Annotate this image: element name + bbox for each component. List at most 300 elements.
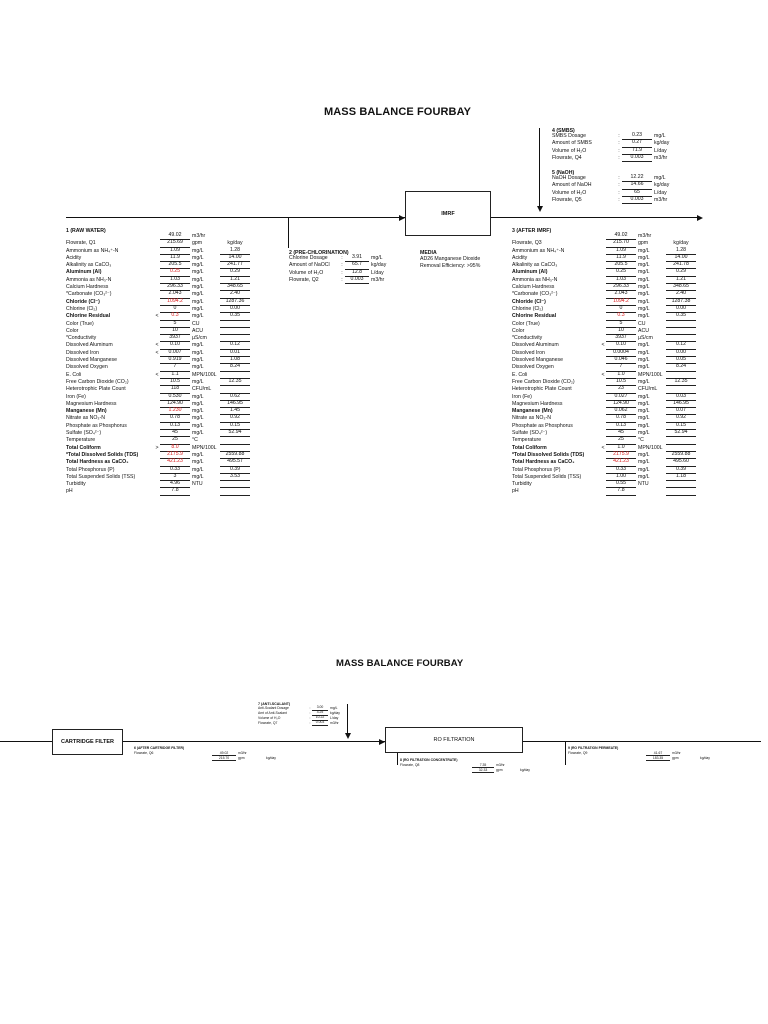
parameter-value: 1.0 [606,444,636,452]
parameter-value: 2.043 [160,290,190,298]
parameter-load: 1.08 [220,356,250,364]
dose-row-value: 0.23 [622,132,652,140]
cartridge-filter-box [52,729,123,755]
after-cartridge-flow-label: Flowrate, Q6 [134,751,154,755]
parameter-load: 3.53 [220,473,250,481]
parameter-load: 1.21 [220,276,250,284]
ro-concentrate-gpm: 32.33 [472,768,494,773]
parameter-load: 0.00 [666,305,696,313]
parameter-unit: mg/L [192,342,204,349]
parameter-value: 25 [606,436,636,444]
parameter-row [512,488,696,495]
dose-row-value: 12.22 [622,174,652,182]
dose-row-label: Amount of NaOCl [289,262,330,269]
parameter-unit: CFU/mL [638,386,658,393]
after-cartridge-flow-unit: m3/hr [238,751,247,755]
ro-permeate-flow-label: Flowrate, Q9 [568,751,588,755]
dose-row-label: Flowrate, Q5 [552,196,582,203]
parameter-label: Acidity [512,254,528,261]
parameter-value: 0.0004 [606,349,636,357]
parameter-label: Calcium Hardness [512,284,555,291]
dose-line-vertical [539,128,540,208]
dose-row-unit: m3/hr [371,276,385,283]
parameter-unit: NTU [192,481,203,488]
ro-permeate-flow-unit: m3/hr [672,751,681,755]
dose-row-unit: L/day [654,147,667,154]
dose-row-separator: : [618,189,620,196]
dose-row-unit: L/day [654,189,667,196]
parameter-label: Total Phosphorus (P) [512,466,561,473]
dose-row-separator: : [618,140,620,147]
parameter-row [66,321,250,328]
parameter-label: Color (True) [66,320,94,327]
parameter-label: Free Carbon Dioxide (CO₂) [66,378,129,385]
parameter-label: Total Coliform [512,444,547,451]
smbs-block [552,133,669,162]
parameter-row [66,313,250,320]
parameter-load: 1.28 [666,247,696,255]
parameter-row [512,233,696,240]
parameter-load: 241.77 [220,261,250,269]
parameter-load [666,444,696,445]
parameter-unit: mg/L [192,357,204,364]
parameter-unit: ACU [192,327,203,334]
antiscalant-header: 7 (ANTI-SCALANT) [258,702,291,706]
dose-row-value: 10.22 [312,715,328,721]
dose-row-unit: mg/L [654,175,666,181]
parameter-label: Chloride (Cl⁻) [66,298,100,305]
dose-row-separator: : [341,269,343,276]
parameter-unit: mg/L [638,393,650,400]
parameter-load: 241.78 [666,261,696,269]
dose-row-value: 65.7 [345,261,369,269]
parameter-load [220,334,250,335]
parameter-label: *Carbonate (CO₃²⁻) [66,291,112,298]
dose-row-separator: : [341,255,343,261]
ro-concentrate-table [400,758,555,773]
parameter-value: 8.0 [160,444,190,452]
after-cartridge-table [134,746,289,761]
parameter-value: 3 [160,473,190,481]
parameter-row [512,321,696,328]
media-line-2: Removal Efficiency: >95% [420,263,481,269]
parameter-unit: mg/L [192,305,204,312]
parameter-value: 0 [606,305,636,313]
parameter-unit: mg/L [638,262,650,269]
parameter-label: Chlorine (Cl₂) [512,305,544,312]
parameter-unit: mg/L [638,466,650,473]
parameter-value: 0.3 [606,312,636,320]
parameter-value: 0.10 [606,341,636,349]
dose-row-value: 12.8 [345,269,369,277]
parameter-load [666,327,696,328]
parameter-label: Sulfate (SO₄²⁻) [512,430,548,437]
parameter-label: Dissolved Iron [512,349,545,356]
parameter-label: Manganese (Mn) [66,408,107,415]
dose-row-separator: : [309,721,311,725]
parameter-value: 10.5 [606,378,636,386]
parameter-unit: mg/L [192,284,204,291]
parameter-load: kg/day [673,240,689,247]
raw-water-header: 1 (RAW WATER) [66,228,106,234]
parameter-unit: mg/L [192,393,204,400]
parameter-load: 2.40 [220,290,250,298]
ro-concentrate-header: 8 (RO FILTRATION CONCENTRATE) [400,758,458,762]
parameter-load: 0.35 [666,312,696,320]
parameter-value: 0.062 [606,407,636,415]
parameter-value: 124.90 [160,400,190,408]
parameter-load: 1.28 [220,247,250,255]
dose-row-unit: mg/L [371,255,383,261]
ro-concentrate-extra-unit: kg/day [520,768,530,772]
parameter-value: 0.919 [160,356,190,364]
parameter-unit: mg/L [638,364,650,371]
parameter-label: E. Coli [66,371,82,378]
parameter-value: 0.78 [160,414,190,422]
parameter-label: Temperature [512,437,542,444]
parameter-label: Flowrate, Q1 [66,240,96,247]
parameter-label: *Total Dissolved Solids (TDS) [512,451,585,458]
parameter-row [66,488,250,495]
parameter-unit: mg/L [192,408,204,415]
parameter-unit: mg/L [192,400,204,407]
parameter-value: 4.96 [160,480,190,488]
parameter-load: 1.45 [220,407,250,415]
parameter-value: 49.02 [160,232,190,240]
parameter-load: 0.39 [666,466,696,474]
ro-filtration-box [385,727,523,753]
parameter-load: 12.35 [220,378,250,386]
parameter-unit: mg/L [638,451,650,458]
parameter-load: 14.00 [666,254,696,262]
dose-row-unit: kg/day [654,140,670,147]
parameter-value: 1.09 [606,247,636,255]
dose-row-label: Flowrate, Q4 [552,154,582,161]
parameter-value: 7 [606,363,636,371]
parameter-unit: mg/L [638,298,650,305]
parameter-label: Total Suspended Solids (TSS) [512,473,582,480]
parameter-label: Dissolved Aluminum [512,342,559,349]
parameter-load: 12.35 [666,378,696,386]
parameter-load: 495.60 [666,458,696,466]
main-flow-line [66,217,698,218]
parameter-value: 5 [160,320,190,328]
parameter-unit: m3/hr [638,233,652,239]
parameter-label: *Conductivity [66,335,97,342]
parameter-label: Magnesium Hardness [66,400,117,407]
ro-permeate-header: 9 (RO FILTRATION PERMEATE) [568,746,619,750]
sheet2-flow-mid [121,741,385,742]
parameter-label: Dissolved Oxygen [512,364,554,371]
dose-row-value: 3.91 [345,254,369,262]
parameter-value: 10 [606,327,636,335]
parameter-load: 52.94 [666,429,696,437]
parameter-value: 0.13 [606,422,636,430]
sheet2-flow-right [521,741,761,742]
parameter-label: Turbidity [66,481,86,488]
after-cartridge-header: 6 (AFTER CARTRIDGE FILTER) [134,746,185,750]
parameter-value: 10.5 [160,378,190,386]
dose-row-value: 14.66 [622,181,652,189]
parameter-unit: mg/L [638,459,650,466]
parameter-load: 1.18 [666,473,696,481]
parameter-label: Chlorine (Cl₂) [66,305,98,312]
parameter-row [512,474,696,481]
parameter-row [512,437,696,444]
smbs-header: 4 (SMBS) [552,128,575,134]
dose-row [289,277,386,284]
dose-row-label: Volume of H₂O [289,269,324,276]
antiscalant-line [347,704,348,734]
dose-row-unit: kg/day [330,711,340,715]
parameter-load [666,487,696,488]
dose-row-value: 0.003 [622,154,652,162]
sheet2-flow-left [0,741,52,742]
dose-row-separator: : [341,276,343,283]
parameter-label: Alkalinity as CaCO₃ [66,262,112,269]
parameter-label: Calcium Hardness [66,284,109,291]
prechlor-block [289,255,386,284]
parameter-label: Color [512,327,525,334]
ro-permeate-gpm-unit: gpm [672,756,679,760]
parameter-load: 0.00 [666,349,696,357]
parameter-qualifier: < [601,342,605,349]
parameter-unit: mg/L [192,254,204,261]
parameter-row [512,379,696,386]
parameter-unit: mg/L [638,357,650,364]
parameter-label: Chloride (Cl⁻) [512,298,546,305]
parameter-label: Total Phosphorus (P) [66,466,115,473]
dose-row-value: 71.9 [622,147,652,155]
parameter-label: Ammonia as NH₃-N [66,276,112,283]
parameter-unit: mg/L [192,313,204,320]
parameter-value: 0.10 [160,341,190,349]
parameter-qualifier: < [155,349,159,356]
dose-row-unit: L/day [371,269,384,276]
parameter-unit: mg/L [638,276,650,283]
dose-row-label: Flowrate, Q2 [289,276,319,283]
parameter-unit: mg/L [638,291,650,298]
dose-row-value: 4.25 [312,710,328,716]
ro-concentrate-flow-unit: m3/hr [496,763,505,767]
ro-permeate-flow-value: 41.67 [646,751,670,756]
ro-concentrate-flow-label: Flowrate, Q8 [400,763,420,767]
parameter-load [220,495,250,496]
parameter-load: 348.65 [666,283,696,291]
media-line-1: AD26 Manganese Dioxide [420,256,481,262]
parameter-qualifier: < [155,371,159,378]
parameter-unit: mg/L [192,247,204,254]
parameter-label: Manganese (Mn) [512,408,553,415]
parameter-load: 2559.88 [220,451,250,459]
parameter-load [220,444,250,445]
parameter-value: 0.55 [606,480,636,488]
parameter-label: Flowrate, Q3 [512,240,542,247]
parameter-label: Turbidity [512,481,532,488]
parameter-label: Ammonium as NH₄⁺-N [66,247,119,254]
dose-row-value: 3.00 [312,705,328,711]
parameter-row [512,364,696,371]
parameter-label: pH [66,488,73,495]
dose-row-label: Flowrate, Q7 [258,721,278,725]
parameter-row [512,313,696,320]
parameter-value: 421.23 [606,458,636,466]
parameter-value: 45 [606,429,636,437]
parameter-label: Ammonia as NH₃-N [512,276,558,283]
parameter-label: Dissolved Aluminum [66,342,113,349]
parameter-unit: mg/L [192,466,204,473]
parameter-value: 23 [606,385,636,393]
parameter-qualifier: < [601,371,605,378]
parameter-value: 1094.2 [606,298,636,306]
parameter-unit: CU [192,320,200,327]
parameter-unit: MPN/100L [192,371,217,378]
parameter-load: 0.39 [220,466,250,474]
parameter-unit: NTU [638,481,649,488]
parameter-value: 0.3 [160,312,190,320]
dose-row-label: Amount of SMBS [552,140,592,147]
parameter-label: Total Hardness as CaCO₃ [66,459,129,466]
parameter-unit: mg/L [192,473,204,480]
parameter-row [66,364,250,371]
parameter-load: 8.24 [220,363,250,371]
parameter-value: 124.90 [606,400,636,408]
parameter-value: 3937 [606,334,636,342]
parameter-value: 1.03 [606,276,636,284]
parameter-label: Nitrate as NO₃-N [512,415,552,422]
parameter-value: 45 [160,429,190,437]
parameter-value: 205.5 [160,261,190,269]
dose-row [289,270,386,277]
antiscalant-arrow-down-icon [345,733,351,739]
sheet2-title: MASS BALANCE FOURBAY [336,658,464,669]
parameter-unit: mg/L [192,262,204,269]
parameter-load: 8.24 [666,363,696,371]
parameter-unit: mg/L [638,473,650,480]
parameter-value: 3937 [160,334,190,342]
ro-concentrate-gpm-unit: gpm [496,768,503,772]
parameter-unit: mg/L [192,349,204,356]
parameter-value: 215.70 [606,239,636,247]
parameter-label: Nitrate as NO₃-N [66,415,106,422]
after-imrf-table [512,233,696,496]
dose-row-value: 65 [622,189,652,197]
parameter-unit: gpm [638,240,649,247]
parameter-row [512,430,696,437]
prechlor-header: 2 (PRE-CHLORINATION) [289,250,349,256]
parameter-load: 2.40 [666,290,696,298]
parameter-unit: mg/L [638,430,650,437]
parameter-label: Chlorine Residual [66,313,111,320]
parameter-load [220,487,250,488]
parameter-unit: mg/L [192,298,204,305]
parameter-unit: mg/L [638,284,650,291]
parameter-value: 25 [160,436,190,444]
parameter-label: Magnesium Hardness [512,400,563,407]
parameter-load [666,495,696,496]
parameter-label: *Total Dissolved Solids (TDS) [66,451,139,458]
sheet2-concentrate-line [397,751,398,765]
parameter-value: 2175.9 [160,451,190,459]
parameter-value: 7.8 [160,487,190,495]
dose-row-separator: : [618,175,620,181]
dose-row-label: Volume of H₂O [258,716,281,720]
parameter-unit: MPN/100L [192,444,217,451]
parameter-label: Total Suspended Solids (TSS) [66,473,136,480]
prechlor-line [288,218,289,248]
parameter-value: 5 [606,320,636,328]
after-cartridge-gpm: 215.70 [212,756,236,761]
parameter-unit: mg/L [638,422,650,429]
naoh-block [552,175,669,204]
parameter-unit: °C [638,437,644,444]
parameter-label: Aluminum (Al) [512,269,548,276]
dose-row [552,155,669,162]
dose-row-value: 0.003 [312,720,328,726]
dose-row [258,721,340,726]
parameter-value: 118 [160,385,190,393]
parameter-label: Dissolved Manganese [512,357,564,364]
parameter-label: *Carbonate (CO₃²⁻) [512,291,558,298]
parameter-load: 0.05 [666,356,696,364]
parameter-unit: mg/L [192,276,204,283]
parameter-row [66,474,250,481]
parameter-label: Ammonium as NH₄⁺-N [512,247,565,254]
parameter-label: Phosphate as Phosphorus [66,422,127,429]
dose-row-unit: m3/hr [654,154,668,161]
parameter-load: kg/day [227,240,243,247]
parameter-unit: mg/L [638,378,650,385]
parameter-load: 0.00 [220,305,250,313]
dose-row-value: 0.003 [622,196,652,204]
parameter-load [220,327,250,328]
parameter-load: 0.92 [220,414,250,422]
parameter-load: 1287.38 [666,298,696,306]
parameter-unit: °C [192,437,198,444]
flow-arrow-right-icon [697,215,703,221]
parameter-unit: CU [638,320,646,327]
parameter-value: 1.230 [160,407,190,415]
parameter-label: Total Hardness as CaCO₃ [512,459,575,466]
parameter-unit: m3/hr [192,233,206,239]
parameter-unit: mg/L [192,459,204,466]
parameter-label: Heterotrophic Plate Count [66,386,126,393]
dose-row-unit: m3/hr [654,196,668,203]
ro-filtration-label: RO FILTRATION [433,737,475,743]
dose-row-value: 0.27 [622,139,652,147]
dose-row-value: 0.003 [345,276,369,284]
parameter-unit: mg/L [638,415,650,422]
parameter-value: 49.02 [606,232,636,240]
parameter-value: 1094.2 [160,298,190,306]
parameter-label: Acidity [66,254,82,261]
parameter-label: Iron (Fe) [66,393,86,400]
parameter-unit: ACU [638,327,649,334]
parameter-load: 0.12 [220,341,250,349]
parameter-load: 348.65 [220,283,250,291]
parameter-value: 0.027 [606,393,636,401]
parameter-load [666,334,696,335]
parameter-value: 11.9 [606,254,636,262]
parameter-value: 296.33 [160,283,190,291]
parameter-load: 0.29 [220,268,250,276]
parameter-load: 0.35 [220,312,250,320]
parameter-unit: mg/L [192,269,204,276]
imrf-box [405,191,491,236]
parameter-value: 421.23 [160,458,190,466]
sheet1-title: MASS BALANCE FOURBAY [324,106,472,118]
parameter-value: 296.33 [606,283,636,291]
